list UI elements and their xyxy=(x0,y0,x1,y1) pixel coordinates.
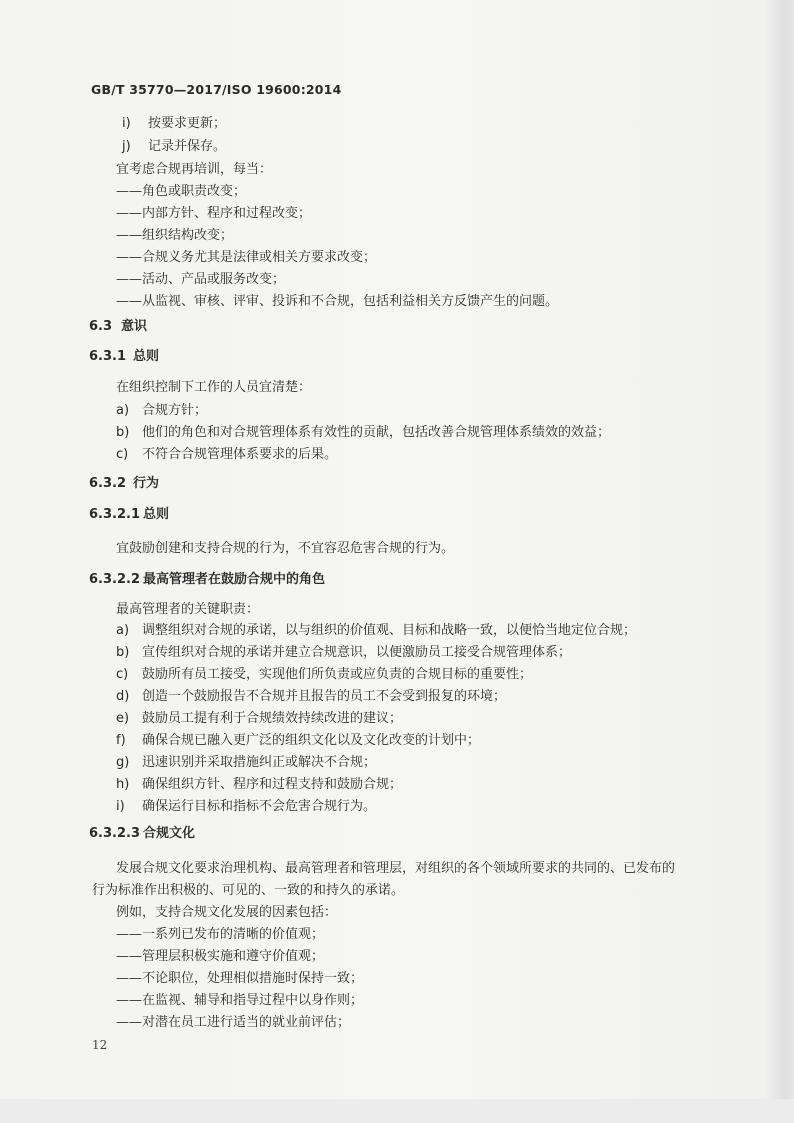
list-item: 不符合合规管理体系要求的后果。 xyxy=(142,447,338,462)
list-label: b) xyxy=(116,645,130,660)
list-item: 宣传组织对合规的承诺并建立合规意识，以便激励员工接受合规管理体系； xyxy=(142,645,572,660)
list-label: b) xyxy=(116,425,130,440)
list-label: e) xyxy=(116,711,130,726)
list-item: 按要求更新； xyxy=(148,116,227,131)
dash-list-item: ——对潜在员工进行适当的就业前评估； xyxy=(116,1015,351,1030)
dash-list-item: ——内部方针、程序和过程改变； xyxy=(116,206,312,221)
dash-list-item: ——不论职位，处理相似措施时保持一致； xyxy=(116,971,364,986)
section-title: 总则 xyxy=(143,507,170,522)
section-number: 6.3.2.1 xyxy=(89,507,140,522)
list-label: j) xyxy=(122,139,131,154)
dash-list-item: ——组织结构改变； xyxy=(116,228,234,243)
paragraph: 在组织控制下工作的人员宜清楚： xyxy=(116,380,312,395)
list-item: 确保运行目标和指标不会危害合规行为。 xyxy=(142,799,377,814)
section-number: 6.3.2 xyxy=(89,476,127,491)
list-item: 调整组织对合规的承诺，以与组织的价值观、目标和战略一致，以便恰当地定位合规； xyxy=(142,623,637,638)
paragraph: 宜鼓励创建和支持合规的行为，不宜容忍危害合规的行为。 xyxy=(116,541,455,556)
list-item: 鼓励员工提有利于合规绩效持续改进的建议； xyxy=(142,711,403,726)
dash-list-item: ——角色或职责改变； xyxy=(116,184,247,199)
dash-list-item: ——活动、产品或服务改变； xyxy=(116,272,286,287)
list-item: 他们的角色和对合规管理体系有效性的贡献，包括改善合规管理体系绩效的效益； xyxy=(142,425,611,440)
dash-list-item: ——从监视、审核、评审、投诉和不合规，包括利益相关方反馈产生的问题。 xyxy=(116,294,559,309)
list-item: 合规方针； xyxy=(142,403,208,418)
dash-list-item: ——合规义务尤其是法律或相关方要求改变； xyxy=(116,250,377,265)
dash-list-item: ——在监视、辅导和指导过程中以身作则； xyxy=(116,993,364,1008)
list-label: i) xyxy=(116,799,125,814)
page-number: 12 xyxy=(92,1038,108,1052)
section-number: 6.3.1 xyxy=(89,349,127,364)
list-label: g) xyxy=(116,755,130,770)
list-label: i) xyxy=(122,116,131,131)
paragraph: 宜考虑合规再培训，每当： xyxy=(116,162,273,177)
list-item: 迅速识别并采取措施纠正或解决不合规； xyxy=(142,755,377,770)
section-title: 行为 xyxy=(133,476,160,491)
list-label: h) xyxy=(116,777,130,792)
list-label: f) xyxy=(116,733,126,748)
section-number: 6.3 xyxy=(89,319,113,334)
section-title: 总则 xyxy=(133,349,160,364)
list-label: a) xyxy=(116,403,130,418)
list-item: 记录并保存。 xyxy=(148,139,227,154)
list-label: d) xyxy=(116,689,130,704)
dash-list-item: ——管理层积极实施和遵守价值观； xyxy=(116,949,325,964)
dash-list-item: ——一系列已发布的清晰的价值观； xyxy=(116,927,325,942)
list-item: 确保组织方针、程序和过程支持和鼓励合规； xyxy=(142,777,403,792)
section-title: 最高管理者在鼓励合规中的角色 xyxy=(143,572,326,587)
list-label: c) xyxy=(116,667,129,682)
list-label: a) xyxy=(116,623,130,638)
standard-header: GB/T 35770—2017/ISO 19600:2014 xyxy=(91,82,342,97)
paragraph-line: 行为标准作出积极的、可见的、一致的和持久的承诺。 xyxy=(92,883,405,898)
page-edge-shadow xyxy=(764,0,794,1123)
paragraph: 例如，支持合规文化发展的因素包括： xyxy=(116,905,338,920)
section-number: 6.3.2.2 xyxy=(89,572,140,587)
list-item: 确保合规已融入更广泛的组织文化以及文化改变的计划中； xyxy=(142,733,481,748)
section-number: 6.3.2.3 xyxy=(89,826,140,841)
paragraph-line: 发展合规文化要求治理机构、最高管理者和管理层，对组织的各个领域所要求的共同的、已发布的 xyxy=(116,861,676,876)
section-title: 合规文化 xyxy=(143,826,196,841)
section-title: 意识 xyxy=(121,319,148,334)
list-item: 创造一个鼓励报告不合规并且报告的员工不会受到报复的环境； xyxy=(142,689,507,704)
scan-bottom-band xyxy=(0,1099,794,1123)
paragraph: 最高管理者的关键职责： xyxy=(116,602,260,617)
list-item: 鼓励所有员工接受，实现他们所负责或应负责的合规目标的重要性； xyxy=(142,667,533,682)
list-label: c) xyxy=(116,447,129,462)
